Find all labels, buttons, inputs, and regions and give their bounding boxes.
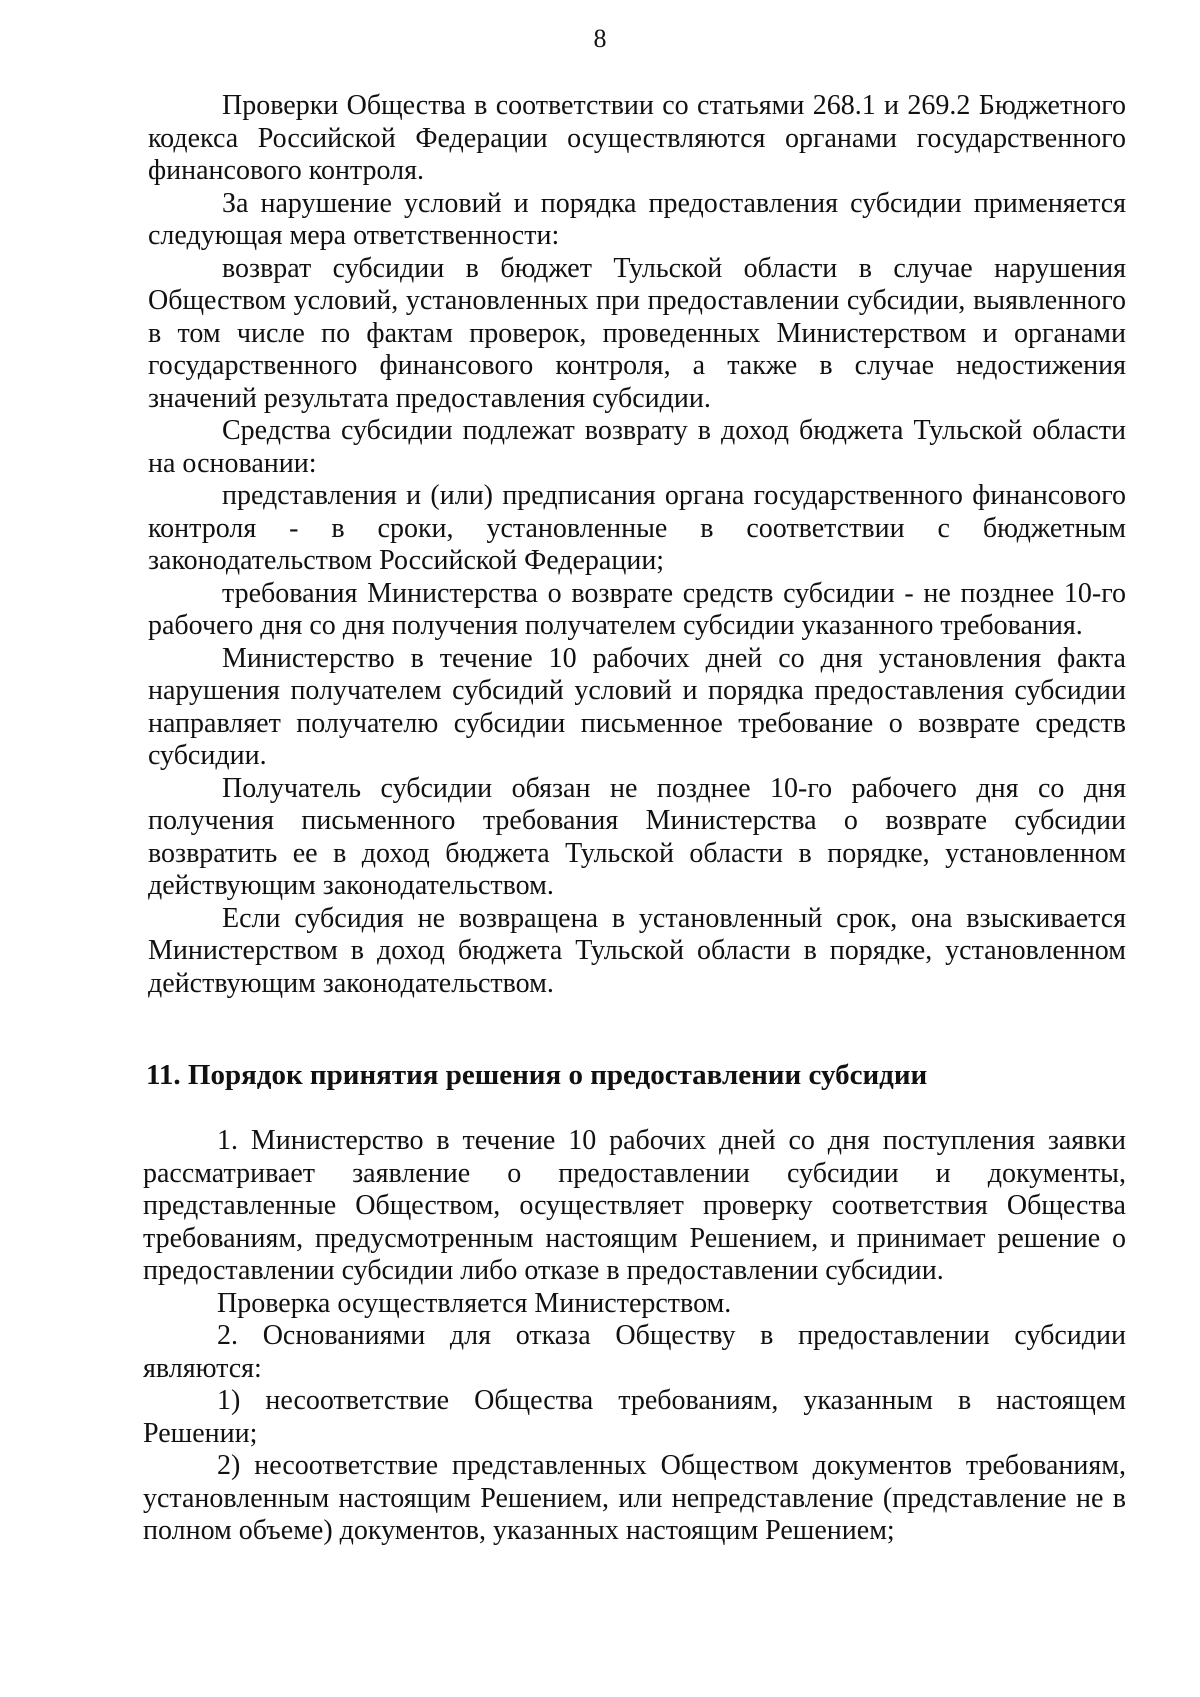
paragraph-control-order: представления и (или) предписания органа государственного финансового контроля - в сроки, установленные в соответствии с бюджетным законодательством Российской Федерации;: [148, 480, 1126, 576]
paragraph-review-performer: Проверка осуществляется Министерством.: [217, 1287, 732, 1319]
page-number: 8: [593, 24, 607, 53]
paragraph-refund-basis: Средства субсидии подлежат возврату в доход бюджета Тульской области на основании:: [148, 415, 1126, 479]
paragraph-refund-measure: возврат субсидии в бюджет Тульской области в случае нарушения Обществом условий, установленных при предоставлении субсидии, выявленного в том числе по фактам проверок, проведенных Министерством и органами государственного финансового контроля, а также в случае недостижения значений результата предоставления субсидии.: [148, 252, 1126, 414]
list-item-refusal-2: 2) несоответствие представленных Обществом документов требованиям, установленным настоящим Решением, или непредставление (представление не в полном объеме) документов, указанных настоящим Решением;: [143, 1450, 1126, 1546]
paragraph-ministry-demand: требования Министерства о возврате средств субсидии - не позднее 10-го рабочего дня со дня получения получателем субсидии указанного требования.: [148, 577, 1126, 641]
paragraph-refusal-grounds: 2. Основаниями для отказа Обществу в предоставлении субсидии являются:: [143, 1320, 1126, 1384]
paragraph-review-procedure: 1. Министерство в течение 10 рабочих дней со дня поступления заявки рассматривает заявление о предоставлении субсидии и документы, представленные Обществом, осуществляет проверку соответствия Общества требованиям, предусмотренным настоящим Решением, и принимает решение о предоставлении субсидии либо отказе в предоставлении субсидии.: [143, 1125, 1126, 1286]
responsibility-text-block: [148, 90, 1126, 1000]
paragraph-enforced-recovery: Если субсидия не возвращена в установленный срок, она взыскивается Министерством в доход бюджета Тульской области в порядке, установленном действующим законодательством.: [148, 902, 1126, 999]
paragraph-audits: Проверки Общества в соответствии со статьями 268.1 и 269.2 Бюджетного кодекса Российской Федерации осуществляются органами государственного финансового контроля.: [148, 90, 1126, 186]
paragraph-ministry-notice: Министерство в течение 10 рабочих дней со дня установления факта нарушения получателем субсидий условий и порядка предоставления субсидии направляет получателю субсидии письменное требование о возврате средств субсидии.: [148, 642, 1126, 771]
section-heading: 11. Порядок принятия решения о предоставлении субсидии: [146, 1059, 928, 1091]
paragraph-recipient-obligation: Получатель субсидии обязан не позднее 10-го рабочего дня со дня получения письменного требования Министерства о возврате субсидии возвратить ее в доход бюджета Тульской области в порядке, установленном действующим законодательством.: [148, 772, 1126, 901]
paragraph-liability-intro: За нарушение условий и порядка предоставления субсидии применяется следующая мера ответственности:: [148, 187, 1126, 251]
list-item-refusal-1: 1) несоответствие Общества требованиям, указанным в настоящем Решении;: [143, 1385, 1126, 1449]
decision-text-block: [143, 1125, 1126, 1548]
